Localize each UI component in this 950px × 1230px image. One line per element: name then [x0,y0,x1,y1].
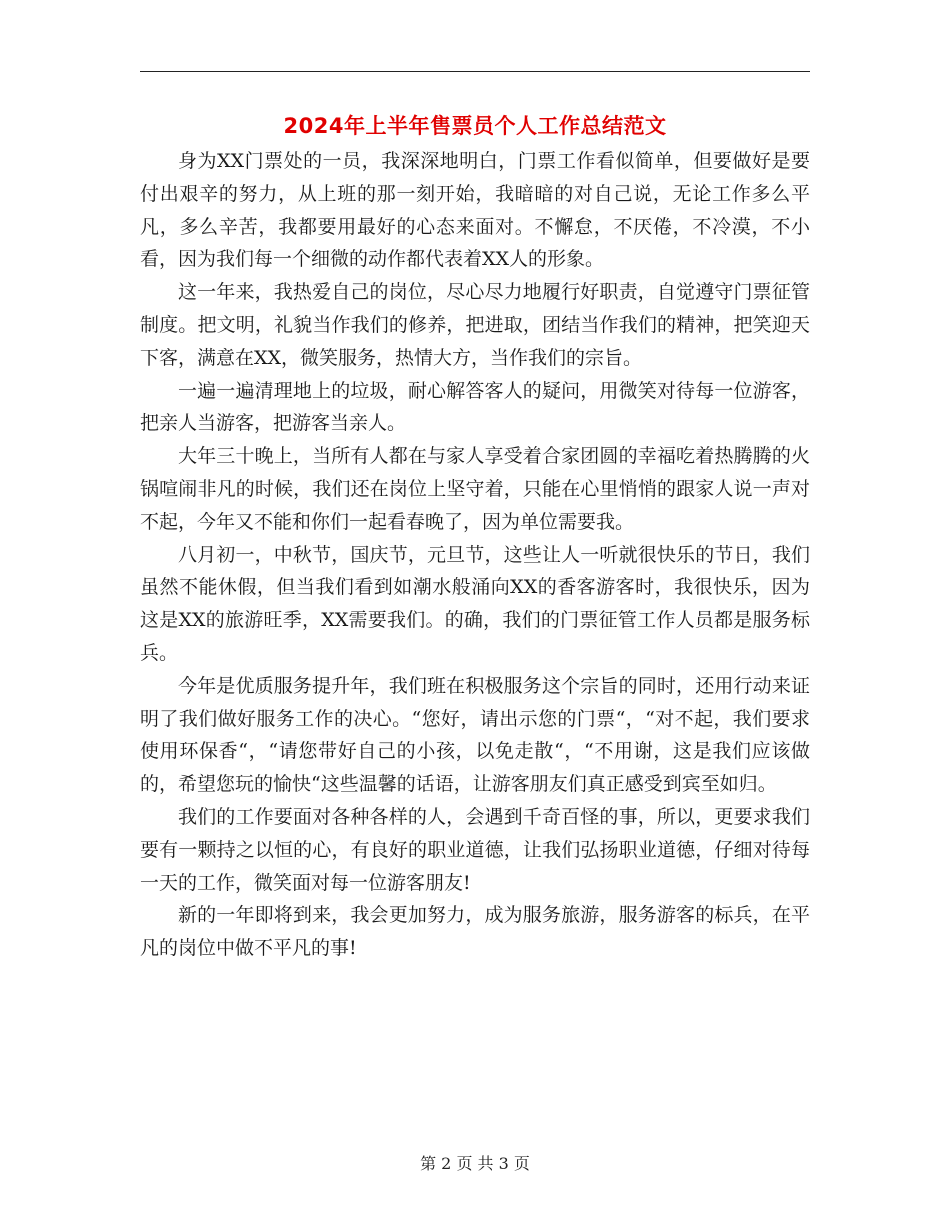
paragraph: 大年三十晚上，当所有人都在与家人享受着合家团圆的幸福吃着热腾腾的火锅喧闹非凡的时候，我们还在岗位上坚守着，只能在心里悄悄的跟家人说一声对不起，今年又不能和你们一起看春晚了，因为单位需要我。 [140,445,810,533]
paragraph: 一遍一遍清理地上的垃圾，耐心解答客人的疑问，用微笑对待每一位游客，把亲人当游客，把游客当亲人。 [140,379,810,435]
header-rule [140,71,810,72]
document-title: 2024年上半年售票员个人工作总结范文 [283,114,667,138]
paragraph: 八月初一，中秋节，国庆节，元旦节，这些让人一听就很快乐的节日，我们虽然不能休假，但当我们看到如潮水般涌向XX的香客游客时，我很快乐，因为这是XX的旅游旺季，XX需要我们。的确，我们的门票征管工作人员都是服务标兵。 [140,543,810,664]
paragraph: 新的一年即将到来，我会更加努力，成为服务旅游，服务游客的标兵，在平凡的岗位中做不平凡的事! [140,904,810,960]
paragraph: 今年是优质服务提升年，我们班在积极服务这个宗旨的同时，还用行动来证明了我们做好服务工作的决心。“您好，请出示您的门票“，“对不起，我们要求使用环保香“，“请您带好自己的小孩，以免走散“，“不用谢，这是我们应该做的，希望您玩的愉快“这些温馨的话语，让游客朋友们真正感受到宾至如归。 [140,674,810,796]
paragraph: 身为XX门票处的一员，我深深地明白，门票工作看似简单，但要做好是要付出艰辛的努力，从上班的那一刻开始，我暗暗的对自己说，无论工作多么平凡，多么辛苦，我都要用最好的心态来面对。不懈怠，不厌倦，不冷漠，不小看，因为我们每一个细微的动作都代表着XX人的形象。 [140,150,810,271]
paragraph: 这一年来，我热爱自己的岗位，尽心尽力地履行好职责，自觉遵守门票征管制度。把文明，礼貌当作我们的修养，把进取，团结当作我们的精神，把笑迎天下客，满意在XX，微笑服务，热情大方，当作我们的宗旨。 [140,281,810,369]
paragraph: 我们的工作要面对各种各样的人，会遇到千奇百怪的事，所以，更要求我们要有一颗持之以恒的心，有良好的职业道德，让我们弘扬职业道德，仔细对待每一天的工作，微笑面对每一位游客朋友! [140,805,810,894]
page-number: 第 2 页 共 3 页 [420,1154,530,1173]
document-body [140,145,810,965]
